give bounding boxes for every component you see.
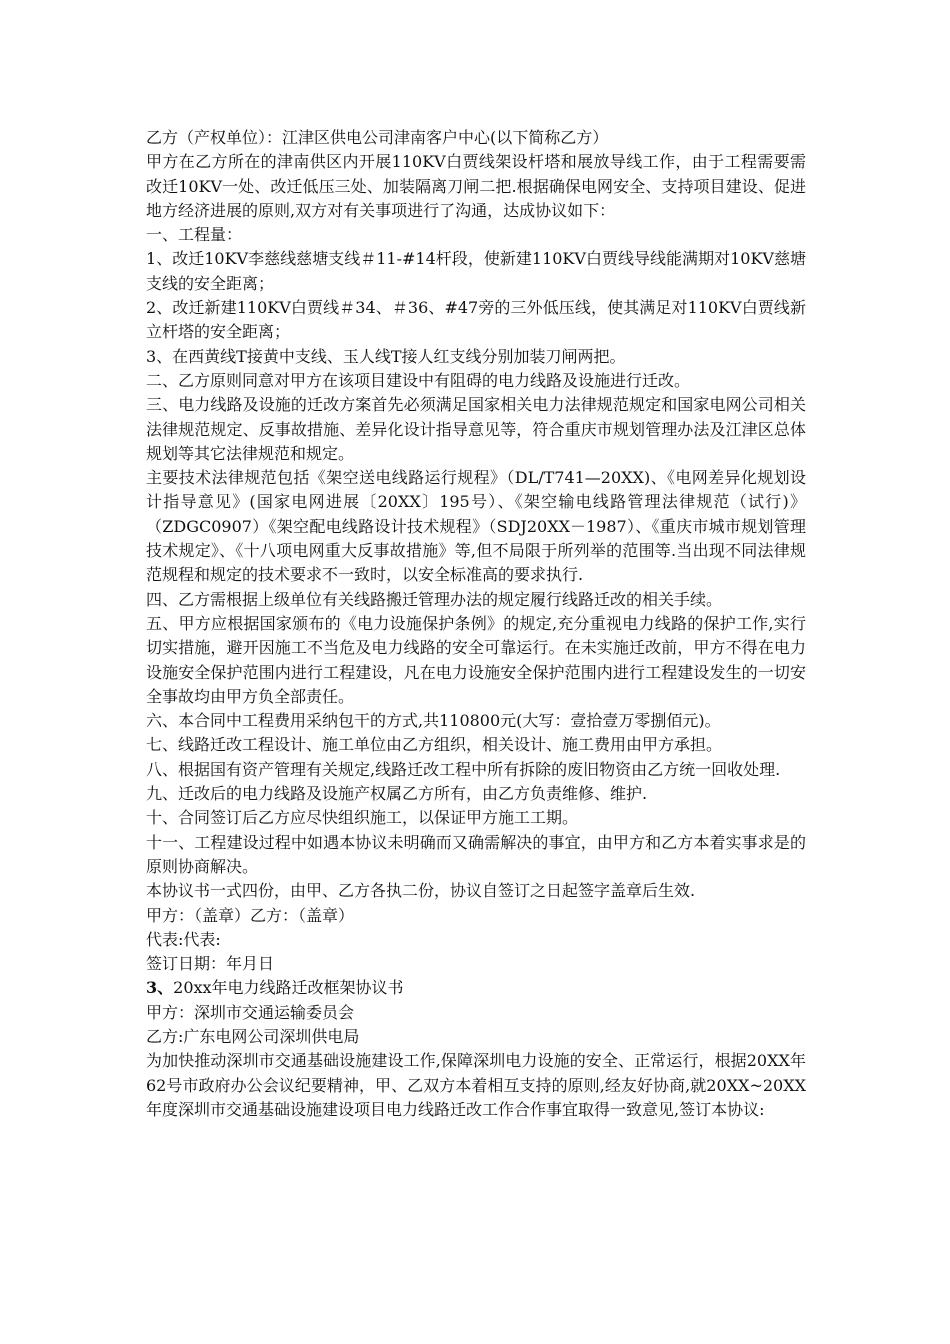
paragraph: 七、线路迁改工程设计、施工单位由乙方组织，相关设计、施工费用由甲方承担。 (146, 735, 723, 755)
paragraph: 一、工程量： (146, 225, 243, 245)
paragraph: 四、乙方需根据上级单位有关线路搬迁管理办法的规定履行线路迁改的相关手续。 (146, 589, 723, 609)
paragraph: 十、合同签订后乙方应尽快组织施工，以保证甲方施工工期。 (146, 808, 579, 828)
paragraph: 甲方：深圳市交通运输委员会 (146, 1002, 355, 1022)
paragraph: 八、根据国有资产管理有关规定,线路迁改工程中所有拆除的废旧物资由乙方统一回收处理. (146, 759, 781, 779)
paragraph: 本协议书一式四份，由甲、乙方各执二份，协议自签订之日起签字盖章后生效. (146, 881, 696, 901)
paragraph: 五、甲方应根据国家颁布的《电力设施保护条例》的规定,充分重视电力线路的保护工作,实行切实措施，避开因施工不当危及电力线路的安全可靠运行。在未实施迁改前，甲方不得在电力设施安全保护范围内进行工程建设，凡在电力设施安全保护范围内进行工程建设发生的一切安全事故均由甲方负全部责任。 (146, 613, 806, 706)
paragraph: 主要技术法律规范包括《架空送电线路运行规程》（DL/T741—20XX)、《电网差异化规划设计指导意见》(国家电网进展〔20XX〕195号）、《架空输电线路管理法律规范（试行)》（ZDGC0907）《架空配电线路设计技术规程》（SDJ20XX－1987）、《重庆市城市规划管理技术规定》、《十八项电网重大反事故措施》等,但不局限于所列举的范围等.当出现不同法律规范规程和规定的技术要求不一致时，以安全标准高的要求执行. (146, 468, 806, 585)
paragraph: 甲方在乙方所在的津南供区内开展110KV白贾线架设杆塔和展放导线工作，由于工程需要需改迁10KV一处、改迁低压三处、加装隔离刀闸二把.根据确保电网安全、支持项目建设、促进地方经济进展的原则,双方对有关事项进行了沟通，达成协议如下： (146, 152, 806, 220)
section-number: 3、 (146, 978, 174, 998)
paragraph: 三、电力线路及设施的迁改方案首先必须满足国家相关电力法律规范规定和国家电网公司相关法律规范规定、反事故措施、差异化设计指导意见等，符合重庆市规划管理办法及江津区总体规划等其它法律规范和规定。 (146, 395, 806, 463)
paragraph: 六、本合同中工程费用采纳包干的方式,共110800元(大写：壹拾壹万零捌佰元)。 (146, 711, 721, 731)
paragraph: 3、在西黄线T接黄中支线、玉人线T接人红支线分别加装刀闸两把。 (146, 346, 626, 366)
paragraph: 乙方:广东电网公司深圳供电局 (146, 1026, 360, 1046)
paragraph: 签订日期：年月日 (146, 954, 275, 974)
paragraph: 二、乙方原则同意对甲方在该项目建设中有阻碍的电力线路及设施进行迁改。 (146, 370, 691, 390)
paragraph: 甲方：（盖章）乙方：（盖章） (146, 905, 355, 925)
paragraph: 代表:代表: (146, 929, 221, 949)
document-page (146, 126, 806, 1122)
section-heading (146, 976, 806, 1000)
paragraph: 1、改迁10KV李慈线慈塘支线＃11-#14杆段，使新建110KV白贾线导线能满期对10KV慈塘支线的安全距离； (146, 249, 806, 293)
paragraph: 九、迁改后的电力线路及设施产权属乙方所有，由乙方负责维修、维护. (146, 784, 648, 804)
paragraph: 十一、工程建设过程中如遇本协议未明确而又确需解决的事宜，由甲方和乙方本着实事求是的原则协商解决。 (146, 832, 806, 876)
paragraph: 为加快推动深圳市交通基础设施建设工作,保障深圳电力设施的安全、正常运行，根据20XX年62号市政府办公会议纪要精神，甲、乙双方本着相互支持的原则,经友好协商,就20XX~20XX年度深圳市交通基础设施建设项目电力线路迁改工作合作事宜取得一致意见,签订本协议: (146, 1051, 806, 1119)
section-title: 20xx年电力线路迁改框架协议书 (173, 978, 404, 998)
paragraph: 2、改迁新建110KV白贾线＃34、＃36、#47旁的三外低压线，使其满足对110KV白贾线新立杆塔的安全距离； (146, 298, 806, 342)
paragraph: 乙方（产权单位）：江津区供电公司津南客户中心(以下简称乙方） (146, 128, 609, 147)
